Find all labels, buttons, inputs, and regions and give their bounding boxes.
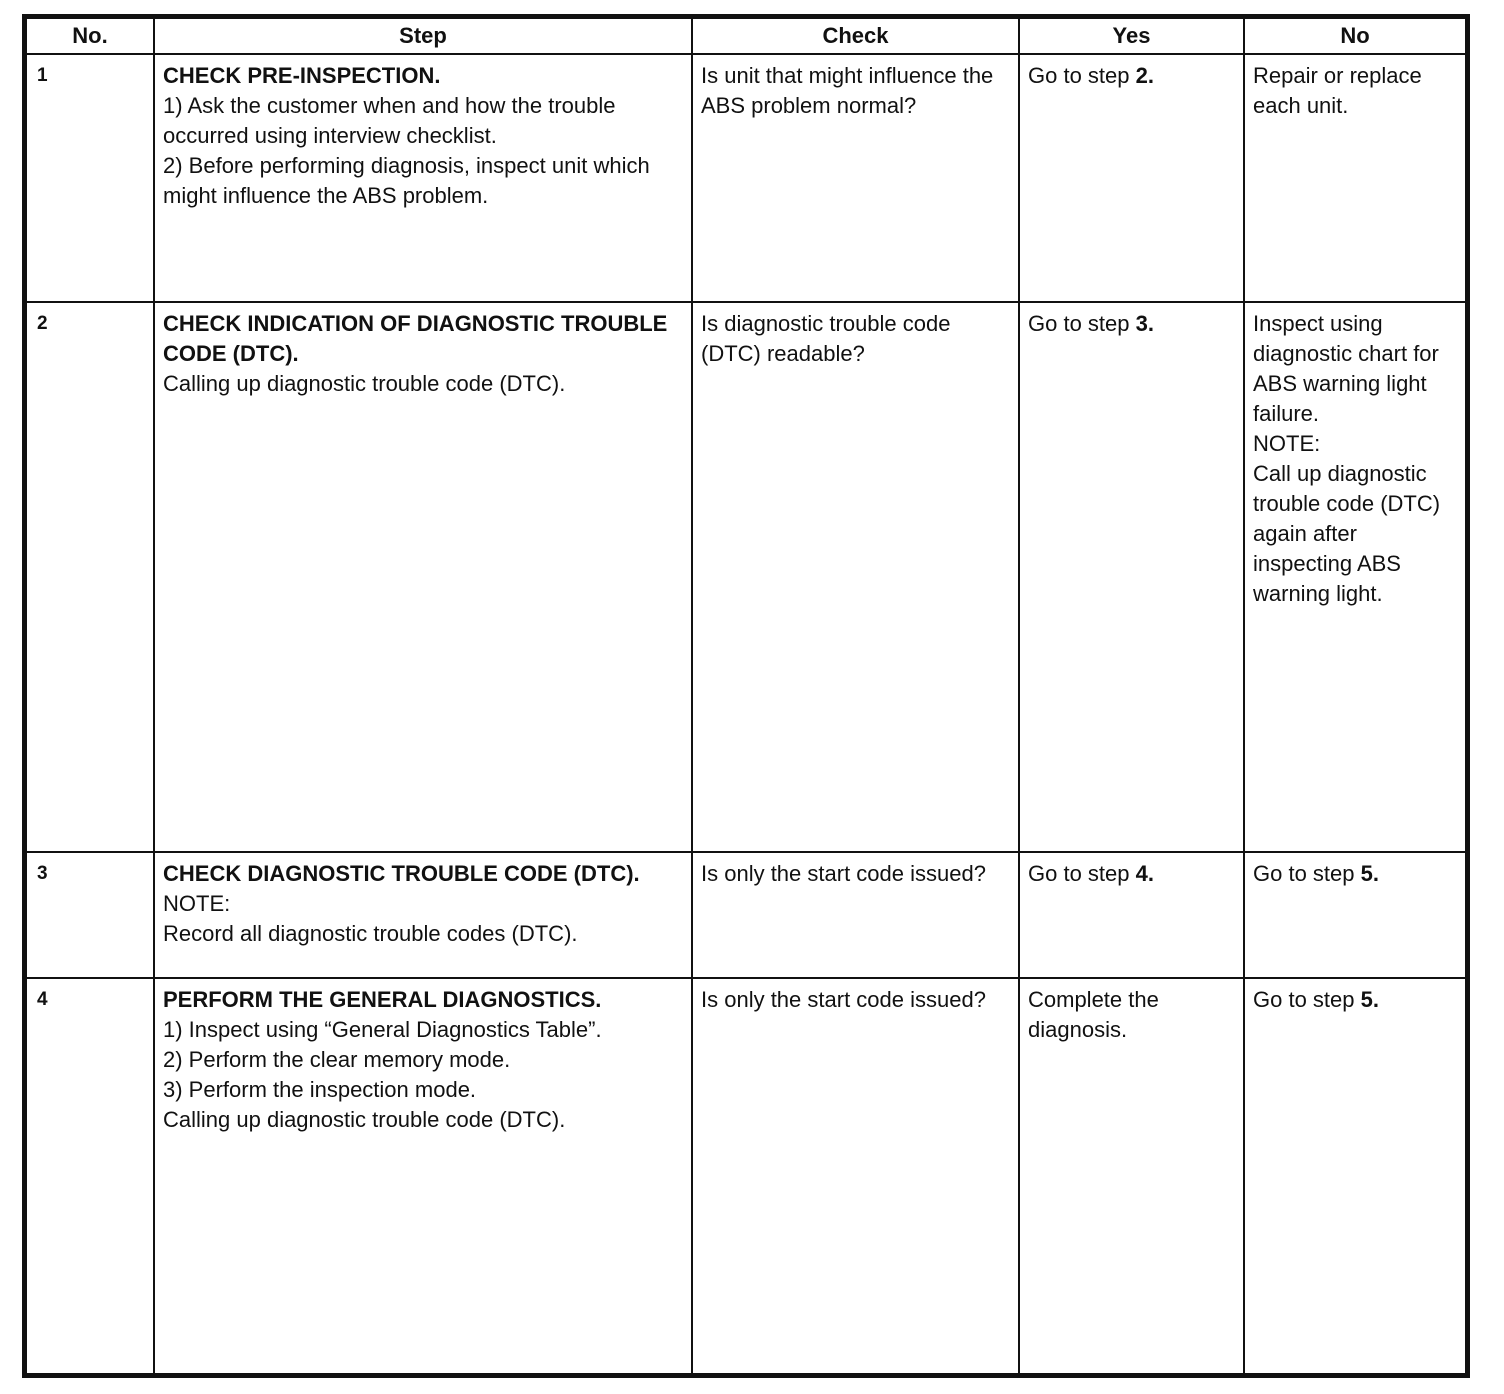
- step-line: NOTE:: [163, 891, 231, 916]
- yes-suffix: .: [1147, 63, 1154, 88]
- yes-cell: Complete the diagnosis.: [1019, 978, 1244, 1374]
- header-yes: Yes: [1019, 18, 1244, 54]
- no-suffix: .: [1372, 861, 1379, 886]
- step-line: Calling up diagnostic trouble code (DTC).: [163, 1107, 566, 1132]
- row-number: 3: [26, 852, 154, 978]
- check-cell: Is diagnostic trouble code (DTC) readable?: [692, 302, 1019, 852]
- no-prefix: Go to step: [1253, 861, 1361, 886]
- check-cell: Is only the start code issued?: [692, 978, 1019, 1374]
- row-number: 2: [26, 302, 154, 852]
- row-number: 1: [26, 54, 154, 302]
- no-prefix: Go to step: [1253, 987, 1361, 1012]
- step-line: 2) Before performing diagnosis, inspect unit which might influence the ABS problem.: [163, 153, 650, 208]
- no-cell: [1244, 302, 1466, 852]
- step-cell: [154, 852, 692, 978]
- diagnostic-table: [25, 17, 1467, 1375]
- table-row: [26, 852, 1466, 978]
- header-check: Check: [692, 18, 1019, 54]
- table-row: [26, 978, 1466, 1374]
- yes-suffix: .: [1147, 311, 1154, 336]
- step-line: 2) Perform the clear memory mode.: [163, 1047, 511, 1072]
- no-step-ref: 5: [1360, 987, 1373, 1012]
- step-title: CHECK INDICATION OF DIAGNOSTIC TROUBLE CODE (DTC).: [163, 311, 668, 366]
- no-cell: [1244, 978, 1466, 1374]
- step-line: 1) Ask the customer when and how the trouble occurred using interview checklist.: [163, 93, 616, 148]
- yes-step-ref: 3: [1135, 311, 1148, 336]
- no-step-ref: 5: [1360, 861, 1373, 886]
- check-cell: Is unit that might influence the ABS problem normal?: [692, 54, 1019, 302]
- no-cell: [1244, 852, 1466, 978]
- step-line: Calling up diagnostic trouble code (DTC).: [163, 371, 566, 396]
- diagnostic-table-frame: [22, 14, 1470, 1378]
- table-header-row: [26, 18, 1466, 54]
- step-line: 3) Perform the inspection mode.: [163, 1077, 477, 1102]
- step-cell: [154, 302, 692, 852]
- no-suffix: .: [1372, 987, 1379, 1012]
- no-cell: [1244, 54, 1466, 302]
- step-cell: [154, 54, 692, 302]
- yes-cell: [1019, 54, 1244, 302]
- table-row: [26, 54, 1466, 302]
- row-number: 4: [26, 978, 154, 1374]
- yes-prefix: Go to step: [1028, 63, 1136, 88]
- step-cell: [154, 978, 692, 1374]
- step-title: CHECK DIAGNOSTIC TROUBLE CODE (DTC).: [163, 861, 640, 886]
- no-line: NOTE:: [1253, 431, 1321, 456]
- check-cell: Is only the start code issued?: [692, 852, 1019, 978]
- yes-step-ref: 4: [1135, 861, 1148, 886]
- no-line: Call up diagnostic trouble code (DTC) again after inspecting ABS warning light.: [1253, 461, 1441, 606]
- no-line: Inspect using diagnostic chart for ABS warning light failure.: [1253, 311, 1439, 426]
- yes-suffix: .: [1147, 861, 1154, 886]
- header-step: Step: [154, 18, 692, 54]
- yes-prefix: Go to step: [1028, 861, 1136, 886]
- step-title: CHECK PRE-INSPECTION.: [163, 63, 441, 88]
- step-title: PERFORM THE GENERAL DIAGNOSTICS.: [163, 987, 602, 1012]
- yes-cell: [1019, 852, 1244, 978]
- yes-step-ref: 2: [1135, 63, 1148, 88]
- header-no-result: No: [1244, 18, 1466, 54]
- step-line: Record all diagnostic trouble codes (DTC).: [163, 921, 578, 946]
- step-line: 1) Inspect using “General Diagnostics Table”.: [163, 1017, 602, 1042]
- yes-prefix: Go to step: [1028, 311, 1136, 336]
- header-no: No.: [26, 18, 154, 54]
- table-row: [26, 302, 1466, 852]
- yes-cell: [1019, 302, 1244, 852]
- no-line: Repair or replace each unit.: [1253, 63, 1422, 118]
